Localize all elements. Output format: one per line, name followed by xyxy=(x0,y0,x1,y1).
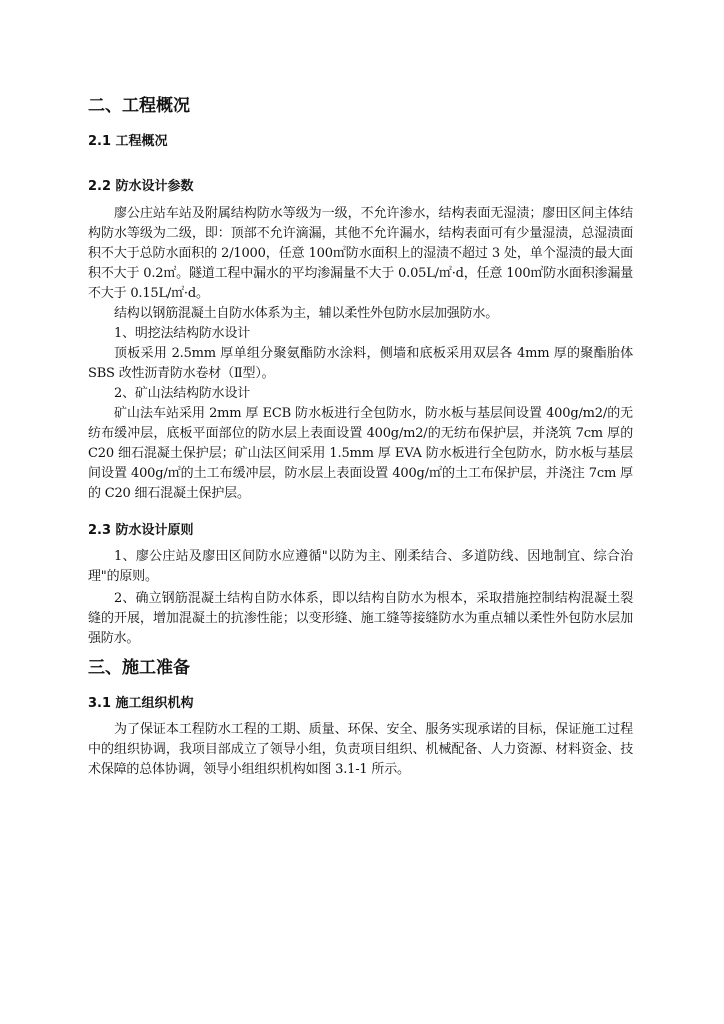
section-2-1-heading: 2.1 工程概况 xyxy=(88,134,168,149)
paragraph-organization: 为了保证本工程防水工程的工期、质量、环保、安全、服务实现承诺的目标，保证施工过程中的组织协调，我项目部成立了领导小组，负责项目组织、机械配备、人力资源、材料资金、技术保障的总体协调，领导小组组织机构如图 3.1-1 所示。 xyxy=(88,722,633,777)
paragraph-open-cut-title: 1、明挖法结构防水设计 xyxy=(114,326,251,341)
paragraph-principle-1: 1、廖公庄站及廖田区间防水应遵循"以防为主、刚柔结合、多道防线、因地制宜、综合治理"的原则。 xyxy=(88,549,633,584)
section-2-2-heading: 2.2 防水设计参数 xyxy=(88,179,194,194)
paragraph-open-cut-design: 顶板采用 2.5mm 厚单组分聚氨酯防水涂料，侧墙和底板采用双层各 4mm 厚的聚酯胎体 SBS 改性沥青防水卷材（Ⅱ型）。 xyxy=(88,346,633,381)
section-2-3-heading: 2.3 防水设计原则 xyxy=(88,523,194,538)
paragraph-structure-system: 结构以钢筋混凝土自防水体系为主，辅以柔性外包防水层加强防水。 xyxy=(114,306,499,321)
paragraph-principle-2: 2、确立钢筋混凝土结构自防水体系，即以结构自防水为根本，采取措施控制结构混凝土裂缝的开展，增加混凝土的抗渗性能；以变形缝、施工缝等接缝防水为重点辅以柔性外包防水层加强防水。 xyxy=(88,591,633,646)
paragraph-mining-method-design: 矿山法车站采用 2mm 厚 ECB 防水板进行全包防水，防水板与基层间设置 400g/m2/的无纺布缓冲层，底板平面部位的防水层上表面设置 400g/m2/的无纺布保护层，并浇筑 7cm 厚的 C20 细石混凝土保护层；矿山法区间采用 1.5mm 厚 EVA 防水板进行全包防水，防水板与基层间设置 400g/㎡的土工布缓冲层，防水层上表面设置 400g/㎡的土工布保护层，并浇注 7cm 厚的 C20 细石混凝土保护层。 xyxy=(88,406,633,501)
section-2-heading: 二、工程概况 xyxy=(88,96,190,116)
paragraph-waterproof-grade: 廖公庄站车站及附属结构防水等级为一级，不允许渗水，结构表面无湿渍；廖田区间主体结构防水等级为二级，即：顶部不允许滴漏，其他不允许漏水，结构表面可有少量湿渍，总湿渍面积不大于总防水面积的 2/1000，任意 100㎡防水面积上的湿渍不超过 3 处，单个湿渍的最大面积不大于 0.2㎡。隧道工程中漏水的平均渗漏量不大于 0.05L/㎡·d，任意 100㎡防水面积渗漏量不大于 0.15L/㎡·d。 xyxy=(88,206,633,301)
paragraph-mining-method-title: 2、矿山法结构防水设计 xyxy=(114,386,251,401)
section-3-heading: 三、施工准备 xyxy=(88,658,190,678)
section-3-1-heading: 3.1 施工组织机构 xyxy=(88,696,194,711)
